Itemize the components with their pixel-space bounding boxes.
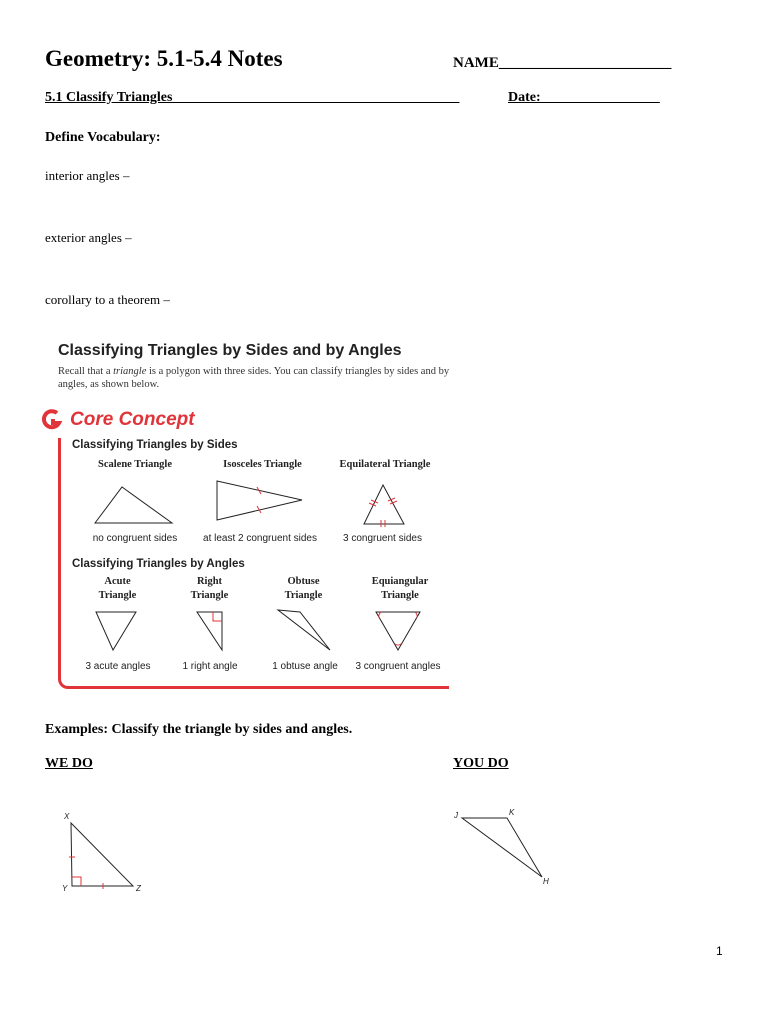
angles-heading: Classifying Triangles by Angles <box>72 558 245 570</box>
equiangular-caption: 3 congruent angles <box>355 661 441 672</box>
you-do-label: YOU DO <box>453 756 509 771</box>
section-heading: 5.1 Classify Triangles_________________________________________ <box>45 90 460 105</box>
equiangular-name: Equiangular Triangle <box>371 576 429 601</box>
acute-caption: 3 acute angles <box>85 661 151 672</box>
right-triangle-shape <box>197 612 222 650</box>
equilateral-name: Equilateral Triangle <box>339 459 431 470</box>
page-number: 1 <box>716 944 723 958</box>
isosceles-name: Isosceles Triangle <box>223 459 302 470</box>
page-title: Geometry: 5.1-5.4 Notes <box>45 46 283 71</box>
vocab-interior-angles: interior angles – <box>45 168 130 183</box>
vertex-y-label: Y <box>62 884 68 893</box>
scalene-name: Scalene Triangle <box>98 459 172 470</box>
you-do-triangle-shape <box>462 818 542 877</box>
vocab-exterior-angles: exterior angles – <box>45 230 132 245</box>
right-name: Right Triangle <box>190 576 229 601</box>
date-field: Date:_________________ <box>508 90 660 105</box>
concept-description: Recall that a triangle is a polygon with three sides. You can classify triangles by sides and by angles, as shown below. <box>58 366 450 390</box>
obtuse-triangle-shape <box>278 610 330 650</box>
vertex-h-label: H <box>543 877 549 886</box>
obtuse-name: Obtuse Triangle <box>284 576 323 601</box>
equilateral-triangle-shape <box>364 485 404 524</box>
vertex-k-label: K <box>509 808 515 817</box>
scalene-triangle-shape <box>95 487 172 523</box>
obtuse-caption: 1 obtuse angle <box>272 661 338 672</box>
vertex-x-label: X <box>64 812 70 821</box>
vocabulary-heading: Define Vocabulary: <box>45 130 161 145</box>
equiangular-triangle-shape <box>376 612 420 650</box>
scalene-caption: no congruent sides <box>92 533 178 544</box>
concept-title: Classifying Triangles by Sides and by Angles <box>58 342 402 359</box>
isosceles-triangle-shape <box>217 481 302 520</box>
we-do-label: WE DO <box>45 756 93 771</box>
right-caption: 1 right angle <box>182 661 238 672</box>
acute-triangle-shape <box>96 612 136 650</box>
vertex-j-label: J <box>454 811 458 820</box>
sides-heading: Classifying Triangles by Sides <box>72 439 238 451</box>
examples-heading: Examples: Classify the triangle by sides and angles. <box>45 722 353 737</box>
name-field: NAME_______________________ <box>453 55 672 71</box>
equilateral-caption: 3 congruent sides <box>343 533 422 544</box>
vocab-corollary: corollary to a theorem – <box>45 292 170 307</box>
vertex-z-label: Z <box>136 884 141 893</box>
acute-name: Acute Triangle <box>98 576 137 601</box>
core-concept-banner: Core Concept <box>70 409 195 430</box>
isosceles-caption: at least 2 congruent sides <box>203 533 317 544</box>
